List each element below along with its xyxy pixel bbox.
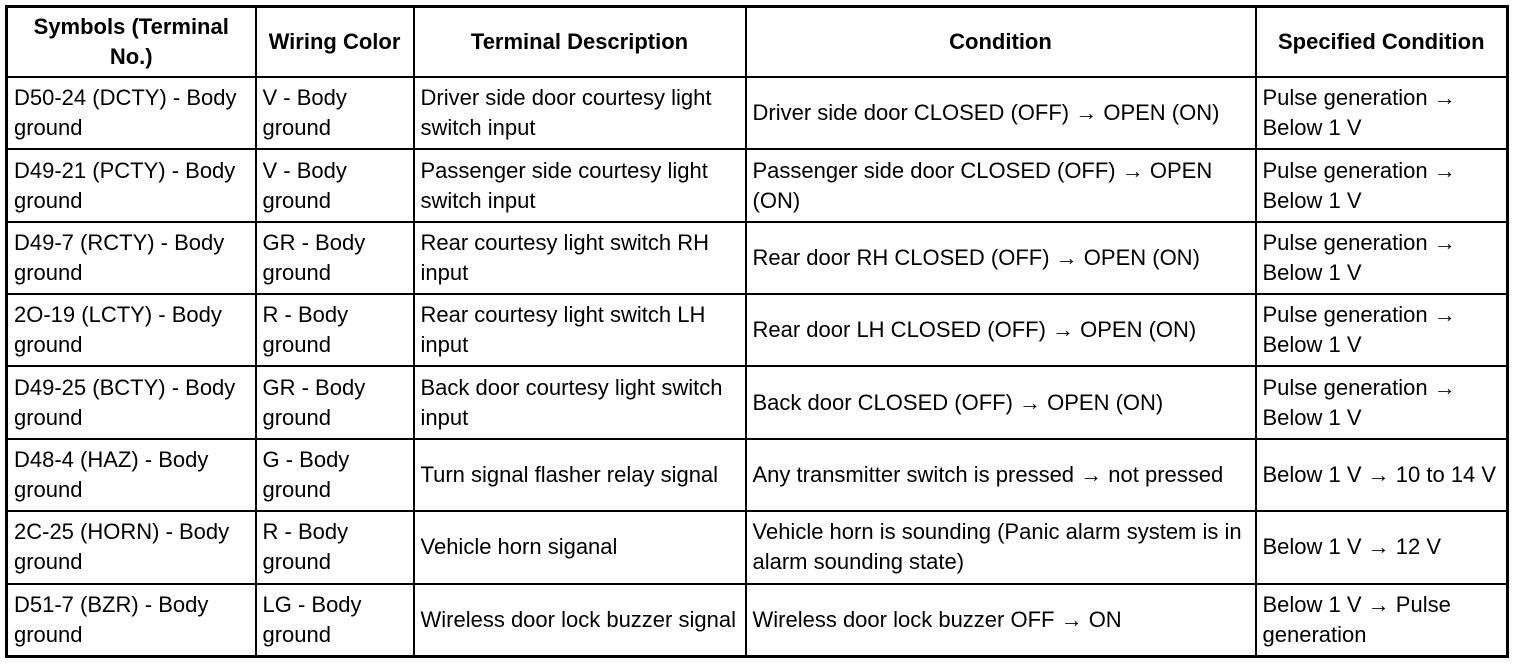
- cell-description: Driver side door courtesy light switch input: [414, 77, 746, 149]
- cell-specified-condition: Below 1 V → Pulse generation: [1256, 584, 1508, 657]
- cell-specified-condition: Pulse generation → Below 1 V: [1256, 294, 1508, 366]
- cell-symbol: D50-24 (DCTY) - Body ground: [7, 77, 256, 149]
- cell-condition: Vehicle horn is sounding (Panic alarm system is in alarm sounding state): [746, 511, 1256, 583]
- table-row: [7, 149, 1508, 221]
- cell-specified-condition: Pulse generation → Below 1 V: [1256, 77, 1508, 149]
- cell-condition: Rear door RH CLOSED (OFF) → OPEN (ON): [746, 222, 1256, 294]
- cell-wiring-color: GR - Body ground: [256, 366, 414, 438]
- header-specified-condition: Specified Condition: [1256, 7, 1508, 78]
- header-terminal-description: Terminal Description: [414, 7, 746, 78]
- cell-symbol: D49-25 (BCTY) - Body ground: [7, 366, 256, 438]
- cell-wiring-color: R - Body ground: [256, 294, 414, 366]
- table-row: [7, 366, 1508, 438]
- cell-symbol: 2O-19 (LCTY) - Body ground: [7, 294, 256, 366]
- cell-description: Back door courtesy light switch input: [414, 366, 746, 438]
- cell-condition: Passenger side door CLOSED (OFF) → OPEN (ON): [746, 149, 1256, 221]
- cell-specified-condition: Below 1 V → 12 V: [1256, 511, 1508, 583]
- cell-wiring-color: R - Body ground: [256, 511, 414, 583]
- cell-wiring-color: G - Body ground: [256, 439, 414, 511]
- cell-symbol: 2C-25 (HORN) - Body ground: [7, 511, 256, 583]
- cell-description: Vehicle horn siganal: [414, 511, 746, 583]
- cell-wiring-color: V - Body ground: [256, 77, 414, 149]
- cell-description: Turn signal flasher relay signal: [414, 439, 746, 511]
- cell-condition: Wireless door lock buzzer OFF → ON: [746, 584, 1256, 657]
- cell-wiring-color: V - Body ground: [256, 149, 414, 221]
- cell-description: Passenger side courtesy light switch input: [414, 149, 746, 221]
- cell-symbol: D49-7 (RCTY) - Body ground: [7, 222, 256, 294]
- table-row: [7, 77, 1508, 149]
- cell-wiring-color: LG - Body ground: [256, 584, 414, 657]
- terminal-spec-table: [5, 5, 1509, 658]
- cell-symbol: D48-4 (HAZ) - Body ground: [7, 439, 256, 511]
- table-row: [7, 584, 1508, 657]
- cell-specified-condition: Pulse generation → Below 1 V: [1256, 149, 1508, 221]
- table-row: [7, 439, 1508, 511]
- cell-condition: Back door CLOSED (OFF) → OPEN (ON): [746, 366, 1256, 438]
- cell-condition: Rear door LH CLOSED (OFF) → OPEN (ON): [746, 294, 1256, 366]
- header-row: [7, 7, 1508, 78]
- cell-specified-condition: Pulse generation → Below 1 V: [1256, 366, 1508, 438]
- header-wiring-color: Wiring Color: [256, 7, 414, 78]
- cell-description: Wireless door lock buzzer signal: [414, 584, 746, 657]
- cell-condition: Any transmitter switch is pressed → not pressed: [746, 439, 1256, 511]
- cell-symbol: D49-21 (PCTY) - Body ground: [7, 149, 256, 221]
- cell-symbol: D51-7 (BZR) - Body ground: [7, 584, 256, 657]
- cell-condition: Driver side door CLOSED (OFF) → OPEN (ON): [746, 77, 1256, 149]
- cell-specified-condition: Pulse generation → Below 1 V: [1256, 222, 1508, 294]
- table-row: [7, 222, 1508, 294]
- table-row: [7, 294, 1508, 366]
- cell-description: Rear courtesy light switch RH input: [414, 222, 746, 294]
- table-row: [7, 511, 1508, 583]
- cell-wiring-color: GR - Body ground: [256, 222, 414, 294]
- header-symbols: Symbols (Terminal No.): [7, 7, 256, 78]
- header-condition: Condition: [746, 7, 1256, 78]
- cell-specified-condition: Below 1 V → 10 to 14 V: [1256, 439, 1508, 511]
- cell-description: Rear courtesy light switch LH input: [414, 294, 746, 366]
